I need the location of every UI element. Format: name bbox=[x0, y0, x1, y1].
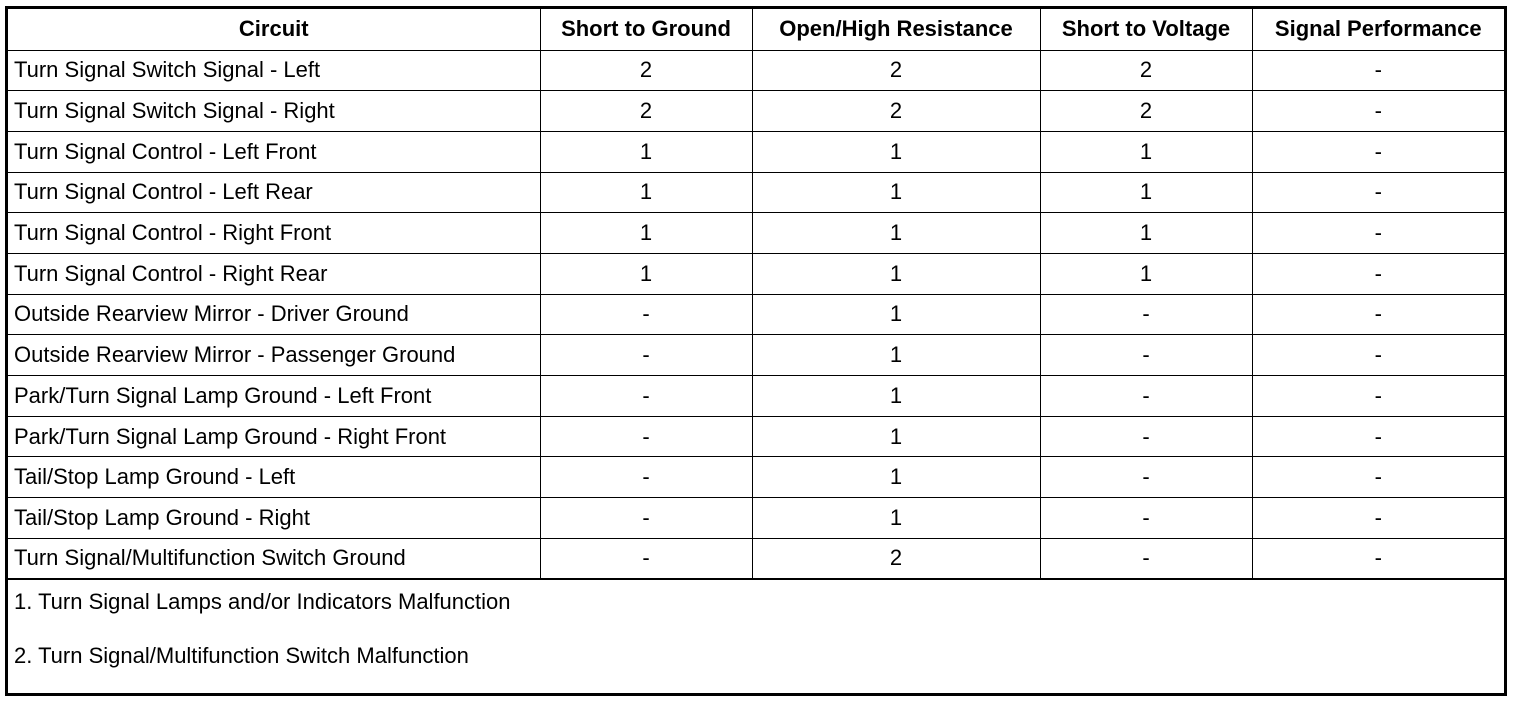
column-header-signal-performance: Signal Performance bbox=[1252, 9, 1504, 50]
table-row bbox=[8, 376, 1504, 417]
table-row bbox=[8, 538, 1504, 579]
circuit-cell: Park/Turn Signal Lamp Ground - Right Front bbox=[8, 416, 540, 457]
short-to-voltage-cell: 2 bbox=[1040, 91, 1252, 132]
open-high-resistance-cell: 1 bbox=[752, 213, 1040, 254]
open-high-resistance-cell: 1 bbox=[752, 498, 1040, 539]
circuit-cell: Tail/Stop Lamp Ground - Right bbox=[8, 498, 540, 539]
table-row bbox=[8, 91, 1504, 132]
short-to-voltage-cell: - bbox=[1040, 335, 1252, 376]
signal-performance-cell: - bbox=[1252, 294, 1504, 335]
open-high-resistance-cell: 2 bbox=[752, 538, 1040, 579]
short-to-ground-cell: - bbox=[540, 498, 752, 539]
signal-performance-cell: - bbox=[1252, 538, 1504, 579]
circuit-cell: Turn Signal/Multifunction Switch Ground bbox=[8, 538, 540, 579]
short-to-ground-cell: 1 bbox=[540, 253, 752, 294]
short-to-ground-cell: 2 bbox=[540, 91, 752, 132]
footnote-2: 2. Turn Signal/Multifunction Switch Malfunction bbox=[14, 642, 469, 668]
signal-performance-cell: - bbox=[1252, 498, 1504, 539]
table-row bbox=[8, 253, 1504, 294]
short-to-voltage-cell: 1 bbox=[1040, 131, 1252, 172]
table-row bbox=[8, 335, 1504, 376]
signal-performance-cell: - bbox=[1252, 376, 1504, 417]
open-high-resistance-cell: 1 bbox=[752, 294, 1040, 335]
short-to-ground-cell: - bbox=[540, 294, 752, 335]
footnotes bbox=[8, 580, 1504, 670]
circuit-diagnostic-table bbox=[8, 9, 1504, 580]
open-high-resistance-cell: 1 bbox=[752, 457, 1040, 498]
open-high-resistance-cell: 2 bbox=[752, 50, 1040, 91]
open-high-resistance-cell: 1 bbox=[752, 335, 1040, 376]
column-header-circuit: Circuit bbox=[8, 9, 540, 50]
signal-performance-cell: - bbox=[1252, 213, 1504, 254]
circuit-cell: Turn Signal Switch Signal - Right bbox=[8, 91, 540, 132]
short-to-voltage-cell: 1 bbox=[1040, 253, 1252, 294]
short-to-ground-cell: 1 bbox=[540, 172, 752, 213]
table-row bbox=[8, 131, 1504, 172]
open-high-resistance-cell: 1 bbox=[752, 376, 1040, 417]
circuit-cell: Turn Signal Control - Left Front bbox=[8, 131, 540, 172]
signal-performance-cell: - bbox=[1252, 91, 1504, 132]
short-to-ground-cell: - bbox=[540, 457, 752, 498]
circuit-cell: Park/Turn Signal Lamp Ground - Left Front bbox=[8, 376, 540, 417]
short-to-ground-cell: - bbox=[540, 335, 752, 376]
table-row bbox=[8, 172, 1504, 213]
column-header-short-to-voltage: Short to Voltage bbox=[1040, 9, 1252, 50]
short-to-ground-cell: 1 bbox=[540, 131, 752, 172]
short-to-voltage-cell: 2 bbox=[1040, 50, 1252, 91]
signal-performance-cell: - bbox=[1252, 50, 1504, 91]
circuit-cell: Turn Signal Control - Right Rear bbox=[8, 253, 540, 294]
signal-performance-cell: - bbox=[1252, 172, 1504, 213]
circuit-cell: Outside Rearview Mirror - Driver Ground bbox=[8, 294, 540, 335]
open-high-resistance-cell: 1 bbox=[752, 253, 1040, 294]
short-to-voltage-cell: 1 bbox=[1040, 172, 1252, 213]
short-to-voltage-cell: - bbox=[1040, 416, 1252, 457]
short-to-voltage-cell: - bbox=[1040, 376, 1252, 417]
table-body bbox=[8, 50, 1504, 579]
short-to-ground-cell: - bbox=[540, 416, 752, 457]
circuit-cell: Tail/Stop Lamp Ground - Left bbox=[8, 457, 540, 498]
table-row bbox=[8, 416, 1504, 457]
footnote-1: 1. Turn Signal Lamps and/or Indicators Malfunction bbox=[14, 588, 511, 614]
table-row bbox=[8, 213, 1504, 254]
circuit-cell: Turn Signal Control - Left Rear bbox=[8, 172, 540, 213]
open-high-resistance-cell: 2 bbox=[752, 91, 1040, 132]
table-row bbox=[8, 457, 1504, 498]
short-to-ground-cell: - bbox=[540, 538, 752, 579]
short-to-voltage-cell: 1 bbox=[1040, 213, 1252, 254]
short-to-ground-cell: - bbox=[540, 376, 752, 417]
header-row bbox=[8, 9, 1504, 50]
open-high-resistance-cell: 1 bbox=[752, 131, 1040, 172]
diagnostic-table-container bbox=[5, 6, 1507, 696]
column-header-open-high-resistance: Open/High Resistance bbox=[752, 9, 1040, 50]
short-to-voltage-cell: - bbox=[1040, 498, 1252, 539]
short-to-voltage-cell: - bbox=[1040, 457, 1252, 498]
short-to-ground-cell: 2 bbox=[540, 50, 752, 91]
table-row bbox=[8, 498, 1504, 539]
open-high-resistance-cell: 1 bbox=[752, 172, 1040, 213]
open-high-resistance-cell: 1 bbox=[752, 416, 1040, 457]
circuit-cell: Turn Signal Switch Signal - Left bbox=[8, 50, 540, 91]
circuit-cell: Outside Rearview Mirror - Passenger Ground bbox=[8, 335, 540, 376]
short-to-ground-cell: 1 bbox=[540, 213, 752, 254]
table-row bbox=[8, 294, 1504, 335]
short-to-voltage-cell: - bbox=[1040, 294, 1252, 335]
circuit-cell: Turn Signal Control - Right Front bbox=[8, 213, 540, 254]
signal-performance-cell: - bbox=[1252, 131, 1504, 172]
signal-performance-cell: - bbox=[1252, 416, 1504, 457]
signal-performance-cell: - bbox=[1252, 253, 1504, 294]
signal-performance-cell: - bbox=[1252, 335, 1504, 376]
column-header-short-to-ground: Short to Ground bbox=[540, 9, 752, 50]
signal-performance-cell: - bbox=[1252, 457, 1504, 498]
short-to-voltage-cell: - bbox=[1040, 538, 1252, 579]
table-row bbox=[8, 50, 1504, 91]
